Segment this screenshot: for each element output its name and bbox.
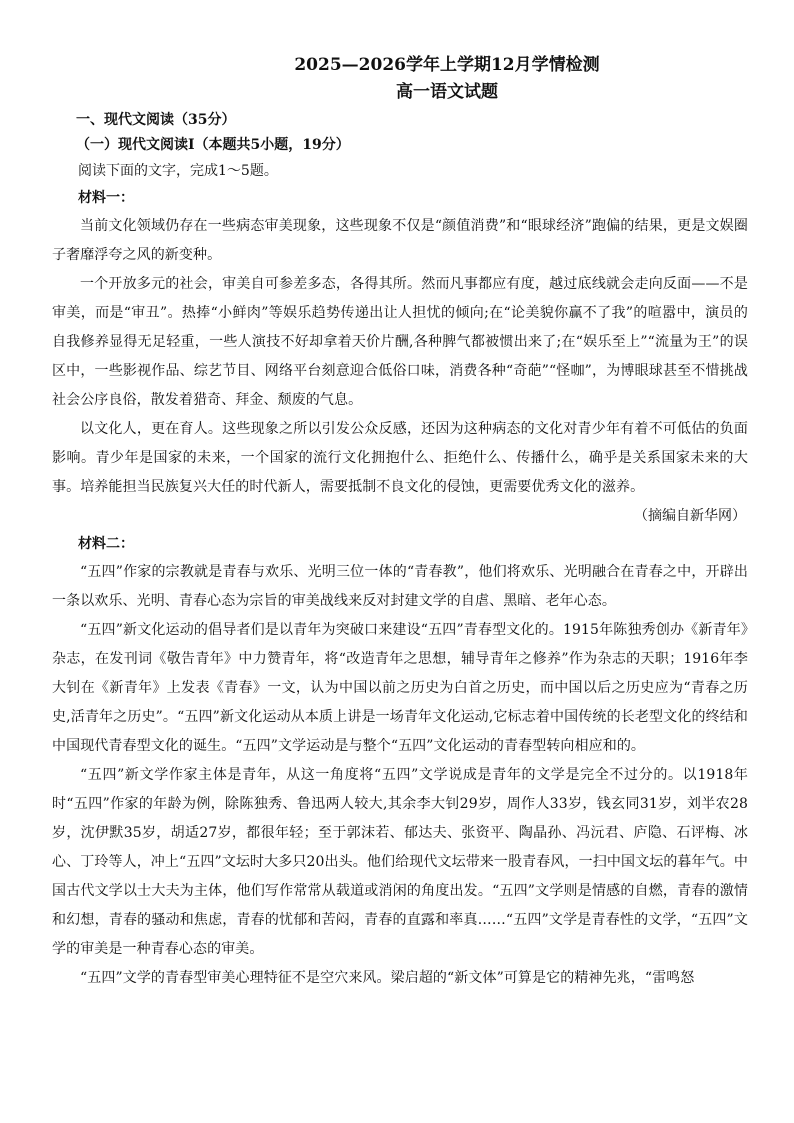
material-1-paragraph: 当前文化领域仍存在一些病态审美现象，这些现象不仅是“颜值消费”和“眼球经济”跑偏的结果，更是文娱圈子奢靡浮夸之风的新变种。 <box>52 218 748 263</box>
material-1-source: （摘编自新华网） <box>634 508 746 524</box>
exam-title: 2025—2026学年上学期12月学情检测 <box>294 55 600 75</box>
material-1-paragraph: 一个开放多元的社会，审美自可参差多态，各得其所。然而凡事都应有度，越过底线就会走向反面——不是审美，而是“审丑”。热捧“小鲜肉”等娱乐趋势传递出让人担忧的倾向;在“论美貌你赢不了我”的喧嚣中，演员的自我修养显得无足轻重，一些人演技不好却拿着天价片酬,各种脾气都被惯出来了;在“娱乐至上”“流量为王”的误区中，一些影视作品、综艺节目、网络平台刻意迎合低俗口味，消费各种“奇葩”“怪咖”，为博眼球甚至不惜挑战社会公序良俗，散发着猎奇、拜金、颓废的气息。 <box>52 276 748 408</box>
material-2-label: 材料二： <box>78 536 134 552</box>
material-2-paragraph: “五四”作家的宗教就是青春与欢乐、光明三位一体的“青春教”，他们将欢乐、光明融合在青春之中，开辟出一条以欢乐、光明、青春心态为宗旨的审美战线来反对封建文学的自虐、黑暗、老年心态。 <box>52 564 748 609</box>
part-heading: （一）现代文阅读Ⅰ（本题共5小题，19分） <box>76 137 350 153</box>
material-2-paragraph: “五四”新文化运动的倡导者们是以青年为突破口来建设“五四”青春型文化的。1915年陈独秀创办《新青年》杂志，在发刊词《敬告青年》中力赞青年，将“改造青年之思想，辅导青年之修养”作为杂志的天职；1916年李大钊在《新青年》上发表《青春》一文，认为中国以前之历史为白首之历史，而中国以后之历史应为“青春之历史,活青年之历史”。“五四”新文化运动从本质上讲是一场青年文化运动,它标志着中国传统的长老型文化的终结和中国现代青春型文化的诞生。“五四”文学运动是与整个“五四”文化运动的青春型转向相应和的。 <box>52 622 748 754</box>
instruction-text: 阅读下面的文字，完成1～5题。 <box>78 163 278 179</box>
material-1-label: 材料一： <box>78 190 134 206</box>
exam-subtitle: 高一语文试题 <box>396 82 498 102</box>
material-1-paragraph: 以文化人，更在育人。这些现象之所以引发公众反感，还因为这种病态的文化对青少年有着不可低估的负面影响。青少年是国家的未来，一个国家的流行文化拥抱什么、拒绝什么、传播什么，确乎是关系国家未来的大事。培养能担当民族复兴大任的时代新人，需要抵制不良文化的侵蚀，更需要优秀文化的滋养。 <box>52 421 748 495</box>
material-2-paragraph: “五四”文学的青春型审美心理特征不是空穴来风。梁启超的“新文体”可算是它的精神先兆，“雷鸣怒 <box>80 970 695 986</box>
section-heading: 一、现代文阅读（35分） <box>76 112 236 128</box>
material-2-paragraph: “五四”新文学作家主体是青年，从这一角度将“五四”文学说成是青年的文学是完全不过分的。以1918年时“五四”作家的年龄为例，除陈独秀、鲁迅两人较大,其余李大钊29岁，周作人33岁，钱玄同31岁，刘半农28岁，沈伊默35岁，胡适27岁，都很年轻；至于郭沫若、郁达夫、张资平、陶晶孙、冯沅君、庐隐、石评梅、冰心、丁玲等人，冲上“五四”文坛时大多只20出头。他们给现代文坛带来一股青春风，一扫中国文坛的暮年气。中国古代文学以士大夫为主体，他们写作常常从载道或消闲的角度出发。“五四”文学则是情感的自燃，青春的激情和幻想，青春的骚动和焦虑，青春的忧郁和苦闷，青春的直露和率真……“五四”文学是青春性的文学，“五四”文学的审美是一种青春心态的审美。 <box>52 767 748 957</box>
